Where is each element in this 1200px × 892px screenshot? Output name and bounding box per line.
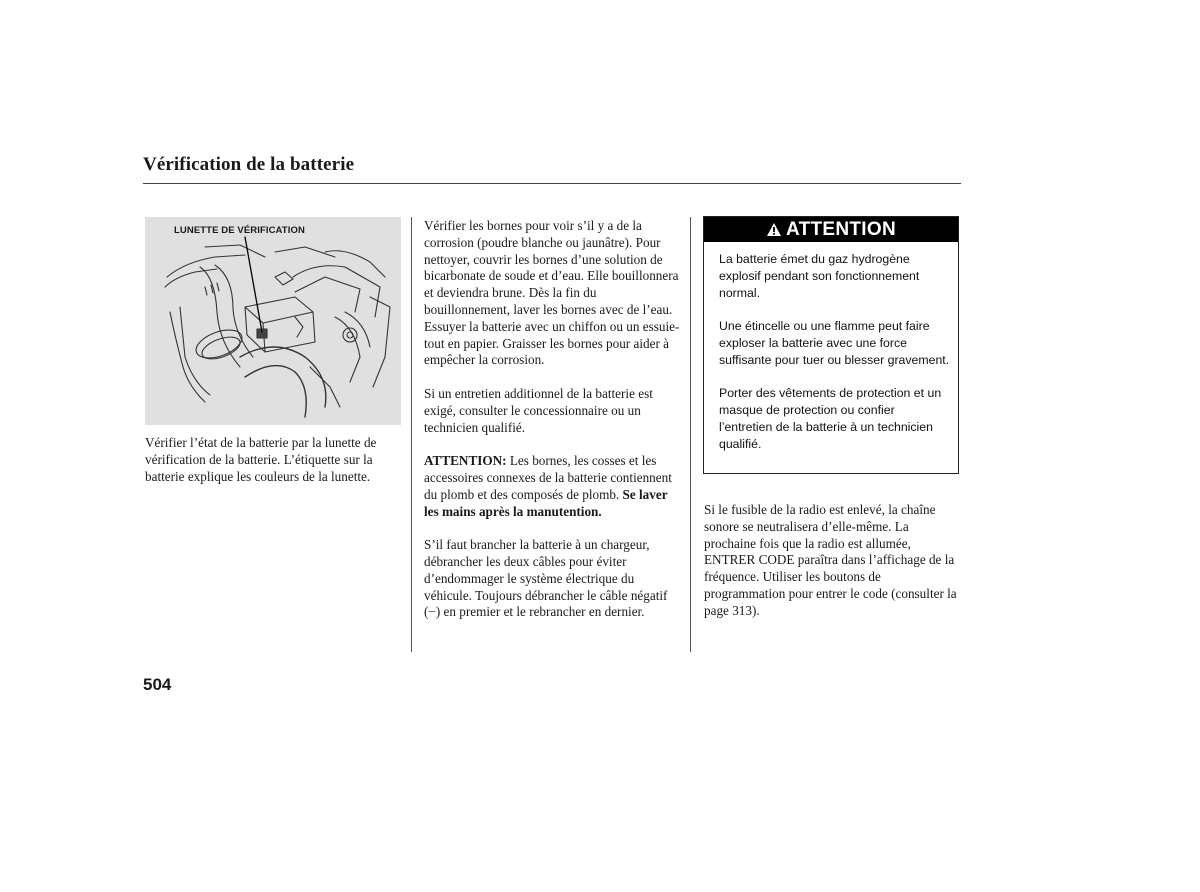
lead-notice-text: Les bornes, les cosses et les accessoires connexes de la batterie contiennent du plomb et des composés de plomb. xyxy=(424,453,672,502)
figure-label: LUNETTE DE VÉRIFICATION xyxy=(174,225,305,236)
battery-illustration xyxy=(145,217,401,425)
column-divider xyxy=(411,217,412,652)
service-paragraph: Si un entretien additionnel de la batterie est exigé, consulter le concessionnaire ou un technicien qualifié. xyxy=(424,385,653,435)
warning-body xyxy=(719,251,951,469)
corrosion-paragraph: Vérifier les bornes pour voir s’il y a de la corrosion (poudre blanche ou jaunâtre). Pour nettoyer, couvrir les bornes d’une solution de bicarbonate de soude et d’eau. Elle bouillonnera et deviendra brune. Dès la fin du bouillonnement, laver les bornes avec de l’eau. Essuyer la batterie avec un chiffon ou un essuie-tout en papier. Graisser les bornes pour aider à empêcher la corrosion. xyxy=(424,218,680,368)
lead-notice-paragraph xyxy=(424,453,680,520)
warning-box xyxy=(703,216,959,474)
warning-triangle-icon xyxy=(766,222,782,237)
page-number: 504 xyxy=(143,675,172,694)
attention-lead: ATTENTION: xyxy=(424,453,507,469)
check-window-paragraph: Vérifier l’état de la batterie par la lunette de vérification de la batterie. L’étiquette sur la batterie explique les couleurs de la lunette. xyxy=(145,435,377,484)
charger-paragraph: S’il faut brancher la batterie à un chargeur, débrancher les deux câbles pour éviter d’endommager le système électrique du véhicule. Toujours débrancher le câble négatif (−) en premier et le rebrancher en dernier. xyxy=(424,537,668,620)
hydrogen-warning: La batterie émet du gaz hydrogène explosif pendant son fonctionnement normal. xyxy=(719,252,920,300)
title-divider xyxy=(143,183,961,184)
column3-text xyxy=(704,502,960,620)
engine-bay-drawing xyxy=(145,217,401,425)
page-title: Vérification de la batterie xyxy=(143,154,355,175)
column-divider xyxy=(690,217,691,652)
column1-text xyxy=(145,435,395,485)
spark-warning: Une étincelle ou une flamme peut faire exploser la batterie avec une force suffisante pour tuer ou blesser gravement. xyxy=(719,319,950,367)
column2-text xyxy=(424,218,680,638)
warning-header xyxy=(704,217,958,242)
warning-header-label: ATTENTION xyxy=(785,218,896,240)
wash-hands-text: Se laver les mains après la manutention. xyxy=(424,486,668,519)
protection-warning: Porter des vêtements de protection et un masque de protection ou confier l’entretien de la batterie à un technicien qualifié. xyxy=(719,386,942,451)
radio-fuse-paragraph: Si le fusible de la radio est enlevé, la chaîne sonore se neutralisera d’elle-même. La prochaine fois que la radio est allumée, ENTRER CODE paraîtra dans l’affichage de la fréquence. Utiliser les boutons de programmation pour entrer le code (consulter la page 313). xyxy=(704,502,957,618)
